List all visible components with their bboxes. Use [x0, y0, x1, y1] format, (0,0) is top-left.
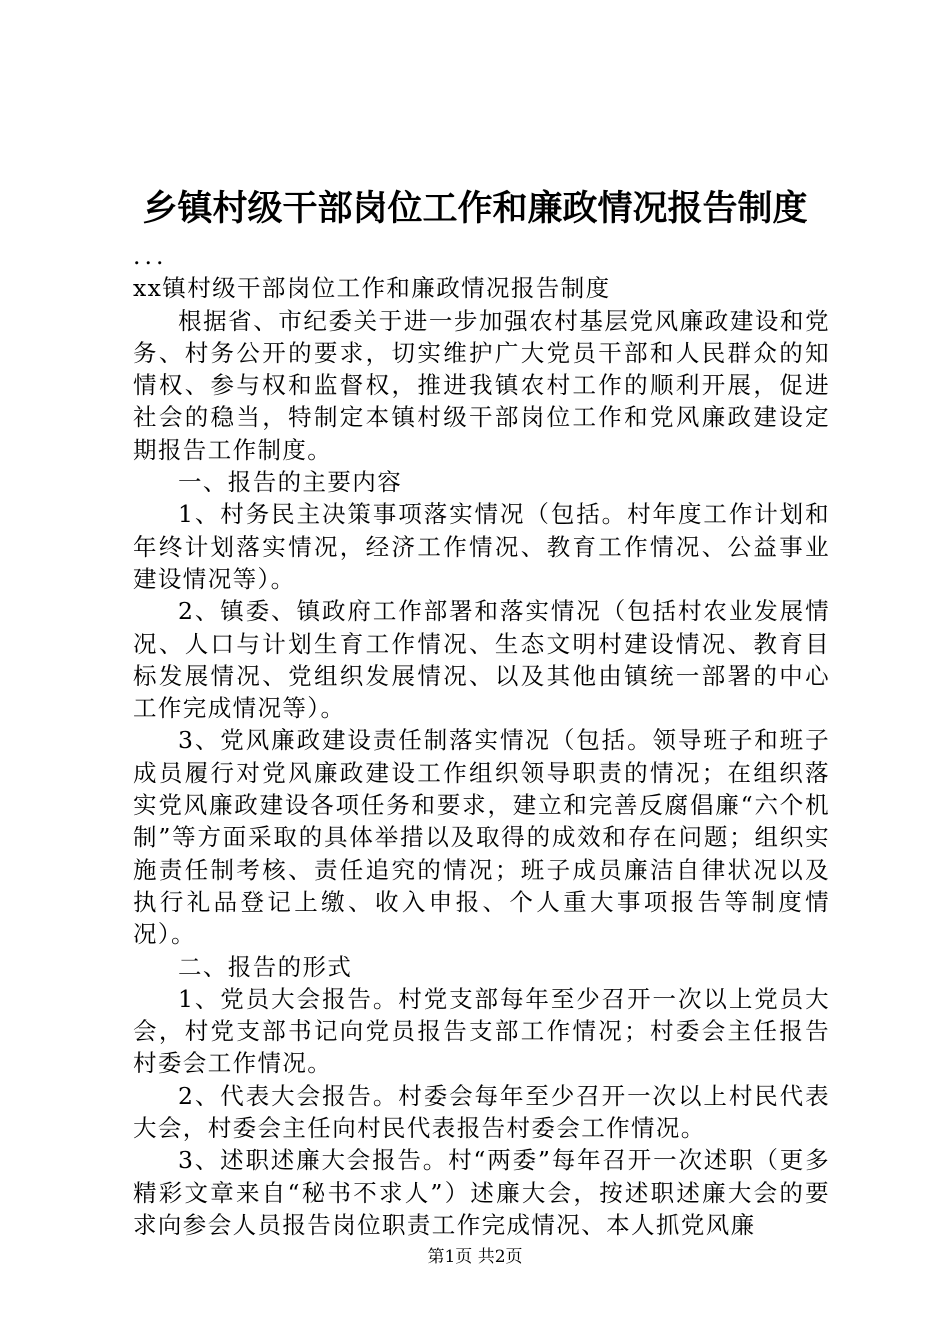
paragraph-intro: 根据省、市纪委关于进一步加强农村基层党风廉政建设和党务、村务公开的要求，切实维护广大党员干部和人民群众的知情权、参与权和监督权，推进我镇农村工作的顺利开展，促进社会的稳当，特制定本镇村级干部岗位工作和党风廉政建设定期报告工作制度。: [133, 306, 830, 464]
section-heading-content: 一、报告的主要内容: [178, 468, 403, 497]
paragraph-form-1: 1、党员大会报告。村党支部每年至少召开一次以上党员大会，村党支部书记向党员报告支部工作情况；村委会主任报告村委会工作情况。: [133, 984, 830, 1078]
paragraph-item-2: 2、镇委、镇政府工作部署和落实情况（包括村农业发展情况、人口与计划生育工作情况、生态文明村建设情况、教育目标发展情况、党组织发展情况、以及其他由镇统一部署的中心工作完成情况等）。: [133, 597, 830, 723]
section-heading-form: 二、报告的形式: [178, 952, 353, 981]
paragraph-form-3: 3、述职述廉大会报告。村“两委”每年召开一次述职（更多精彩文章来自“秘书不求人”）述廉大会，按述职述廉大会的要求向参会人员报告岗位职责工作完成情况、本人抓党风廉: [133, 1146, 830, 1239]
page-footer: 第1页 共2页: [427, 1247, 523, 1267]
document-title: 乡镇村级干部岗位工作和廉政情况报告制度: [142, 188, 808, 229]
ellipsis-line: ...: [133, 242, 168, 270]
paragraph-item-3: 3、党风廉政建设责任制落实情况（包括。领导班子和班子成员履行对党风廉政建设工作组织领导职责的情况；在组织落实党风廉政建设各项任务和要求，建立和完善反腐倡廉“六个机制”等方面采取的具体举措以及取得的成效和存在问题；组织实施责任制考核、责任追究的情况；班子成员廉洁自律状况以及执行礼品登记上缴、收入申报、个人重大事项报告等制度情况）。: [133, 726, 830, 949]
document-body: [133, 240, 830, 1241]
document-subtitle: xx镇村级干部岗位工作和廉政情况报告制度: [133, 274, 611, 303]
paragraph-form-2: 2、代表大会报告。村委会每年至少召开一次以上村民代表大会，村委会主任向村民代表报告村委会工作情况。: [133, 1081, 830, 1143]
paragraph-item-1: 1、村务民主决策事项落实情况（包括。村年度工作计划和年终计划落实情况，经济工作情况、教育工作情况、公益事业建设情况等）。: [133, 500, 830, 593]
